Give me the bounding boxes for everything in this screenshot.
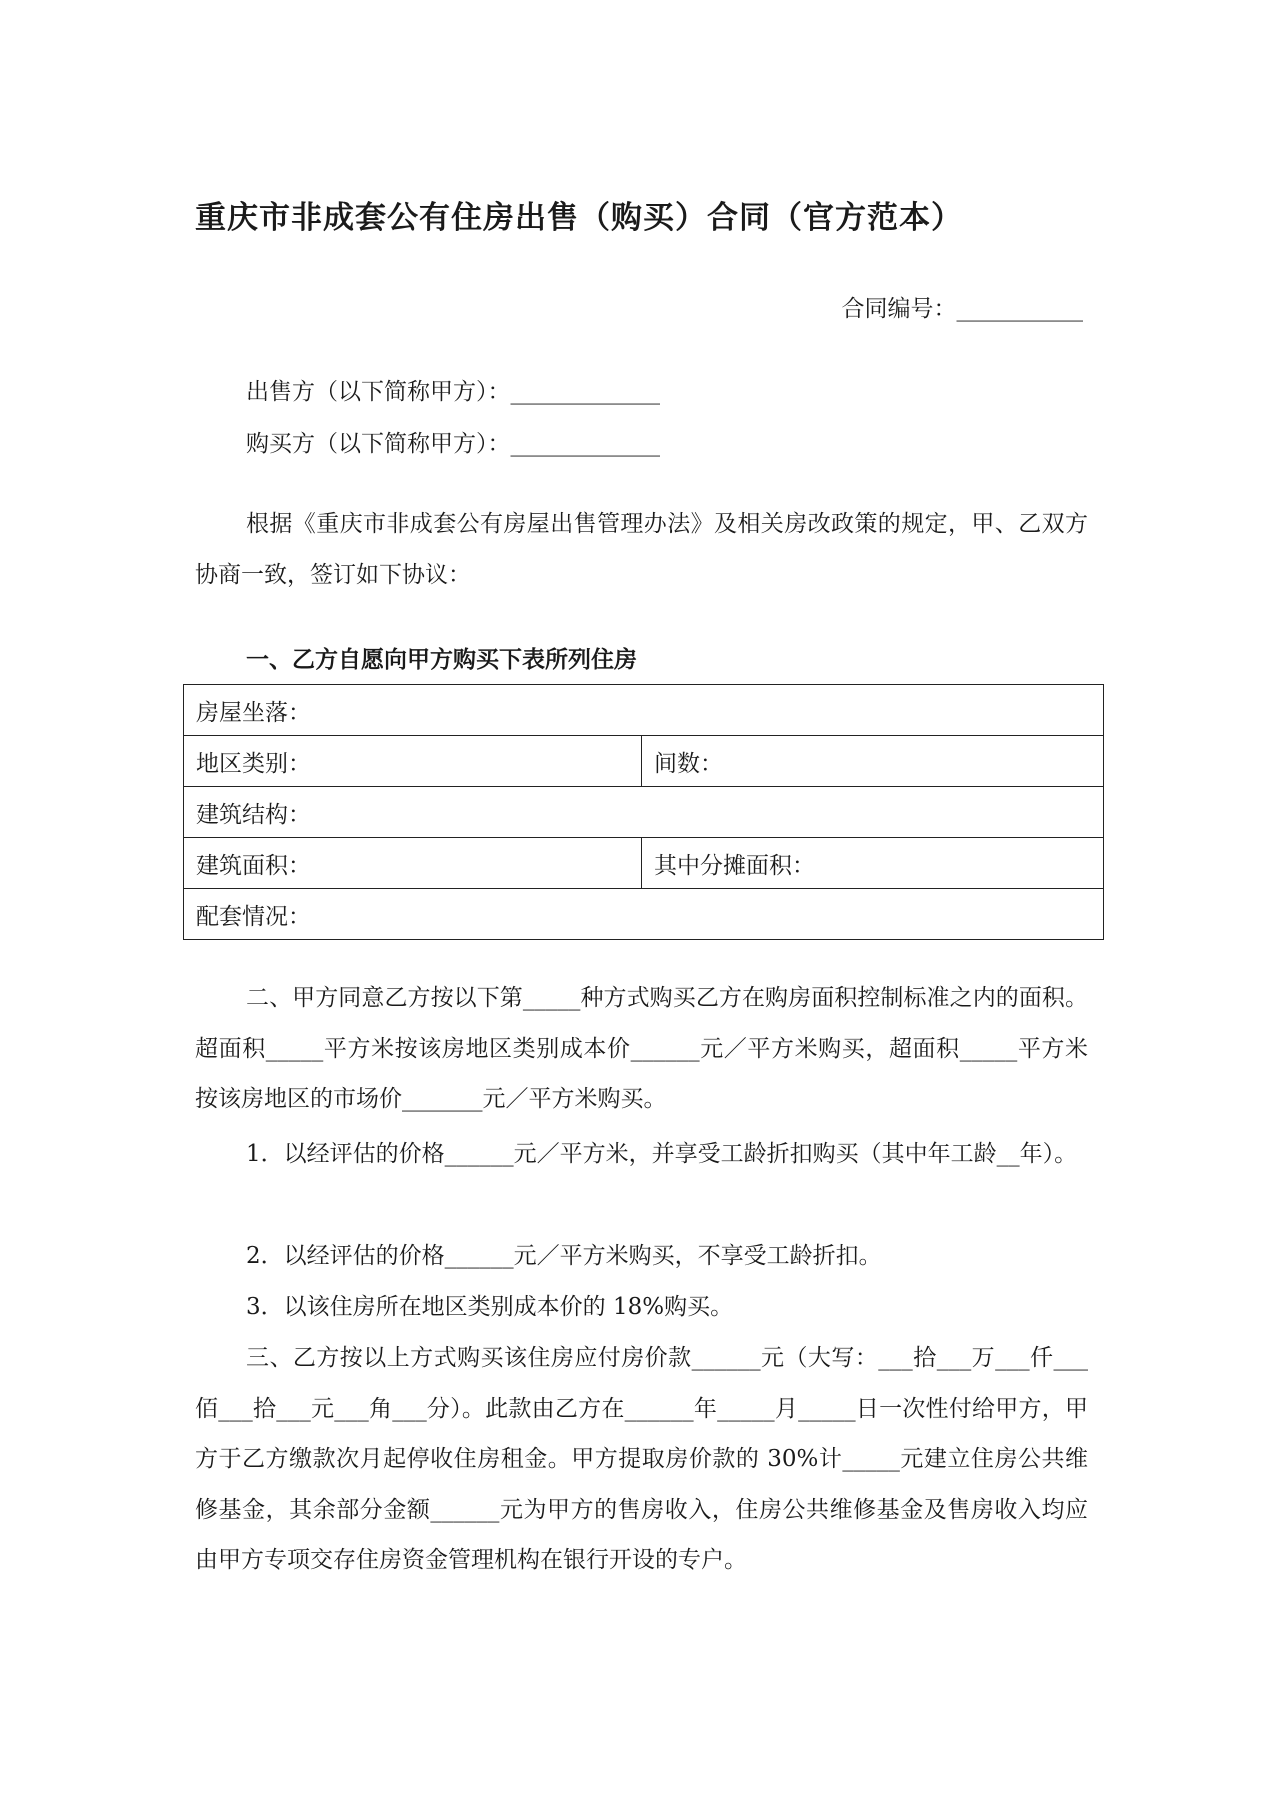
section3-paragraph: 三、乙方按以上方式购买该住房应付房价款______元（大写：___拾___万___仟___佰___拾___元___角___分）。此款由乙方在______年_____月_____日一次性付给甲方，甲方于乙方缴款次月起停收住房租金。甲方提取房价款的 30%计_____元建立住房公共维修基金，其余部分金额______元为甲方的售房收入，住房公共维修基金及售房收入均应由甲方专项交存住房资金管理机构在银行开设的专户。 — [195, 1345, 1089, 1573]
seller-line: 出售方（以下简称甲方）：_____________ — [246, 379, 660, 405]
building-area-cell: 建筑面积： — [184, 838, 642, 889]
section2-item-3: 3．以该住房所在地区类别成本价的 18%购买。 — [246, 1294, 734, 1320]
structure-cell: 建筑结构： — [184, 787, 1104, 838]
house-info-table — [183, 684, 1104, 940]
table-row — [184, 889, 1104, 940]
section2-item-2: 2．以经评估的价格______元／平方米购买，不享受工龄折扣。 — [246, 1243, 882, 1269]
section2-item-1: 1．以经评估的价格______元／平方米，并享受工龄折扣购买（其中年工龄__年）。 — [246, 1141, 1078, 1167]
buyer-line: 购买方（以下简称甲方）：_____________ — [246, 431, 660, 457]
shared-area-cell: 其中分摊面积： — [642, 838, 1104, 889]
table-row — [184, 736, 1104, 787]
table-row — [184, 685, 1104, 736]
document-title: 重庆市非成套公有住房出售（购买）合同（官方范本） — [195, 200, 963, 236]
section1-heading: 一、乙方自愿向甲方购买下表所列住房 — [246, 647, 637, 673]
section2-paragraph: 二、甲方同意乙方按以下第_____种方式购买乙方在购房面积控制标准之内的面积。超面积_____平方米按该房地区类别成本价______元／平方米购买，超面积_____平方米按该房地区的市场价_______元／平方米购买。 — [195, 985, 1088, 1112]
location-cell: 房屋坐落： — [184, 685, 1104, 736]
facilities-cell: 配套情况： — [184, 889, 1104, 940]
table-row — [184, 787, 1104, 838]
contract-number: 合同编号：___________ — [841, 296, 1083, 322]
region-type-cell: 地区类别： — [184, 736, 642, 787]
intro-paragraph: 根据《重庆市非成套公有房屋出售管理办法》及相关房改政策的规定，甲、乙双方协商一致，签订如下协议： — [195, 511, 1088, 588]
rooms-cell: 间数： — [642, 736, 1104, 787]
table-row — [184, 838, 1104, 889]
